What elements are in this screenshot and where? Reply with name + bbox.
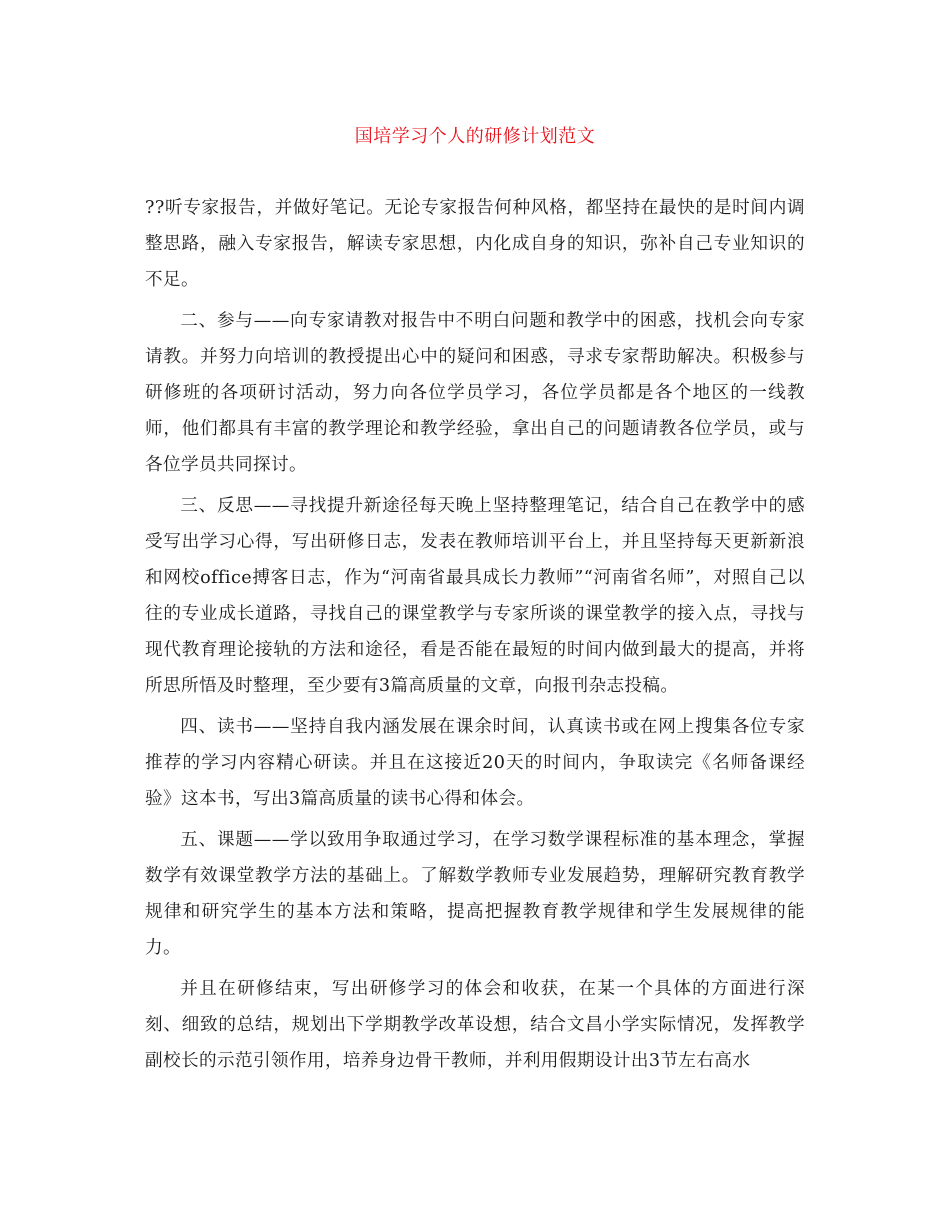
paragraph-6: 并且在研修结束，写出研修学习的体会和收获，在某一个具体的方面进行深刻、细致的总结，规划出下学期教学改革设想，结合文昌小学实际情况，发挥教学副校长的示范引领作用，培养身边骨干教师，并利用假期设计出3节左右高水: [145, 979, 805, 1071]
document-title: 国培学习个人的研修计划范文: [354, 126, 596, 147]
paragraph-5: 五、课题——学以致用争取通过学习，在学习数学课程标准的基本理念，掌握数学有效课堂教学方法的基础上。了解数学教师专业发展趋势，理解研究教育教学规律和研究学生的基本方法和策略，提高把握教育教学规律和学生发展规律的能力。: [145, 830, 805, 958]
paragraph-3: 三、反思——寻找提升新途径每天晚上坚持整理笔记，结合自己在教学中的感受写出学习心得，写出研修日志，发表在教师培训平台上，并且坚持每天更新新浪和网校office搏客日志，作为“河南省最具成长力教师”“河南省名师”，对照自己以往的专业成长道路，寻找自己的课堂教学与专家所谈的课堂教学的接入点，寻找与现代教育理论接轨的方法和途径，看是否能在最短的时间内做到最大的提高，并将所思所悟及时整理，至少要有3篇高质量的文章，向报刊杂志投稿。: [145, 496, 805, 696]
paragraph-1: ??听专家报告，并做好笔记。无论专家报告何种风格，都坚持在最快的是时间内调整思路，融入专家报告，解读专家思想，内化成自身的知识，弥补自己专业知识的不足。: [145, 198, 805, 290]
document-body: [145, 190, 805, 1079]
paragraph-2: 二、参与——向专家请教对报告中不明白问题和教学中的困惑，找机会向专家请教。并努力向培训的教授提出心中的疑问和困惑，寻求专家帮助解决。积极参与研修班的各项研讨活动，努力向各位学员学习，各位学员都是各个地区的一线教师，他们都具有丰富的教学理论和教学经验，拿出自己的问题请教各位学员，或与各位学员共同探讨。: [145, 311, 805, 475]
paragraph-4: 四、读书——坚持自我内涵发展在课余时间，认真读书或在网上搜集各位专家推荐的学习内容精心研读。并且在这接近20天的时间内，争取读完《名师备课经验》这本书，写出3篇高质量的读书心得和体会。: [145, 717, 805, 809]
